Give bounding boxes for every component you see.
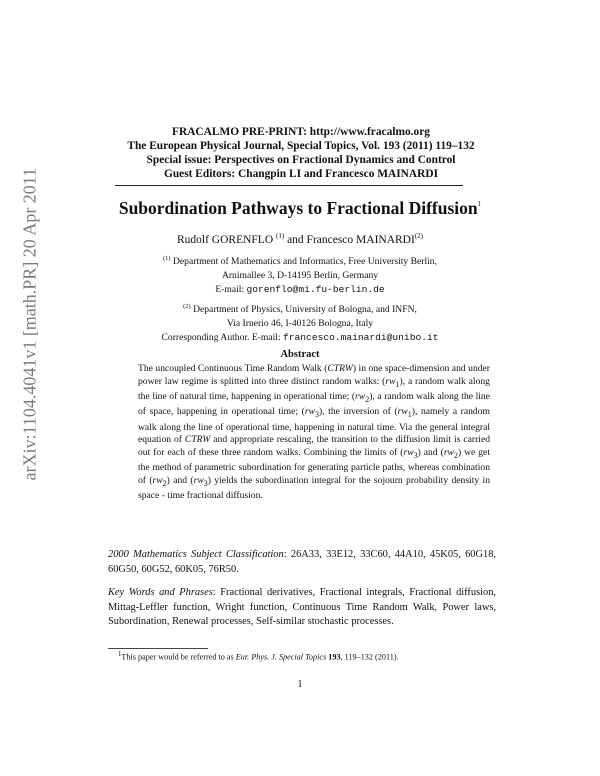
author-2: Francesco MAINARDI: [306, 233, 415, 246]
footnote-rule: [108, 648, 208, 649]
authors-line: Rudolf GORENFLO $^{(1)}$ and Francesco MAINARDI$^{(2)}$: [176, 232, 423, 246]
msc-classification: 2000 Mathematics Subject Classification: 26A33, 33E12, 33C60, 44A10, 45K05, 60G18, 60G50, 60G52, 60K05, 76R50.: [108, 549, 496, 575]
author-1: Rudolf GORENFLO: [176, 233, 274, 246]
journal-header-line: The European Physical Journal, Special Topics, Vol. 193 (2011) 119–132: [127, 140, 475, 152]
affiliation-2: $^{(2)}$ Department of Physics, University of Bologna, and INFN, Via Irnerio 46, I-40126 Bologna, Italy Corresponding Author. E-mail: francesco.mainardi@unibo.it: [161, 303, 439, 344]
header-rule: [115, 185, 463, 186]
affiliation-1: $^{(1)}$ Department of Mathematics and Informatics, Free University Berlin, Arnimallee 3, D-14195 Berlin, Germany E-mail: gorenflo@mi.fu-berlin.de: [162, 255, 437, 296]
preprint-header-line: FRACALMO PRE-PRINT: http://www.fracalmo.org: [172, 126, 430, 138]
abstract-body: The uncoupled Continuous Time Random Walk (CTRW) in one space-dimension and under power law regime is splitted into three distinct random walks: $(rw_1)$, a random walk along the line of natural time, happening in operational time; $(rw_2)$, a random walk along the line of space, happening in operational time; $(rw_3)$, the inversion of $(rw_1)$, namely a random walk along the line of operational time, happening in natural time. Via the general integral equation of CTRW and appropriate rescaling, the transition to the diffusion limit is carried out for each of these three random walks. Combining the limits of $(rw_3)$ and $(rw_2)$ we get the method of parametric subordination for generating particle paths, whereas combination of $(rw_2)$ and $(rw_3)$ yields the subordination integral for the sojourn probability density in space - time fractional diffusion.: [138, 363, 491, 502]
guest-editors-line: Guest Editors: Changpin LI and Francesco MAINARDI: [163, 168, 439, 180]
title-footnote-mark: 1: [477, 200, 482, 208]
special-issue-line: Special issue: Perspectives on Fractional Dynamics and Control: [146, 154, 456, 166]
keywords: Key Words and Phrases: Fractional derivatives, Fractional integrals, Fractional diffusion, Mittag-Leffler function, Wright function, Continuous Time Random Walk, Power laws, Subordination, Renewal processes, Self-similar stochastic processes.: [108, 587, 496, 628]
paper-title: Subordination Pathways to Fractional Diffusion$^1$: [118, 198, 482, 218]
arxiv-sidebar-stamp: arXiv:1104.4041v1 [math.PR] 20 Apr 2011: [19, 167, 40, 481]
abstract-heading: Abstract: [280, 349, 320, 360]
email-1: gorenflo@mi.fu-berlin.de: [246, 284, 385, 296]
email-2: francesco.mainardi@unibo.it: [283, 332, 439, 344]
footnote: $^1$This paper would be referred to as Eur. Phys. J. Special Topics 193, 119–132 (2011).: [118, 651, 399, 662]
page-number: 1: [297, 679, 303, 690]
